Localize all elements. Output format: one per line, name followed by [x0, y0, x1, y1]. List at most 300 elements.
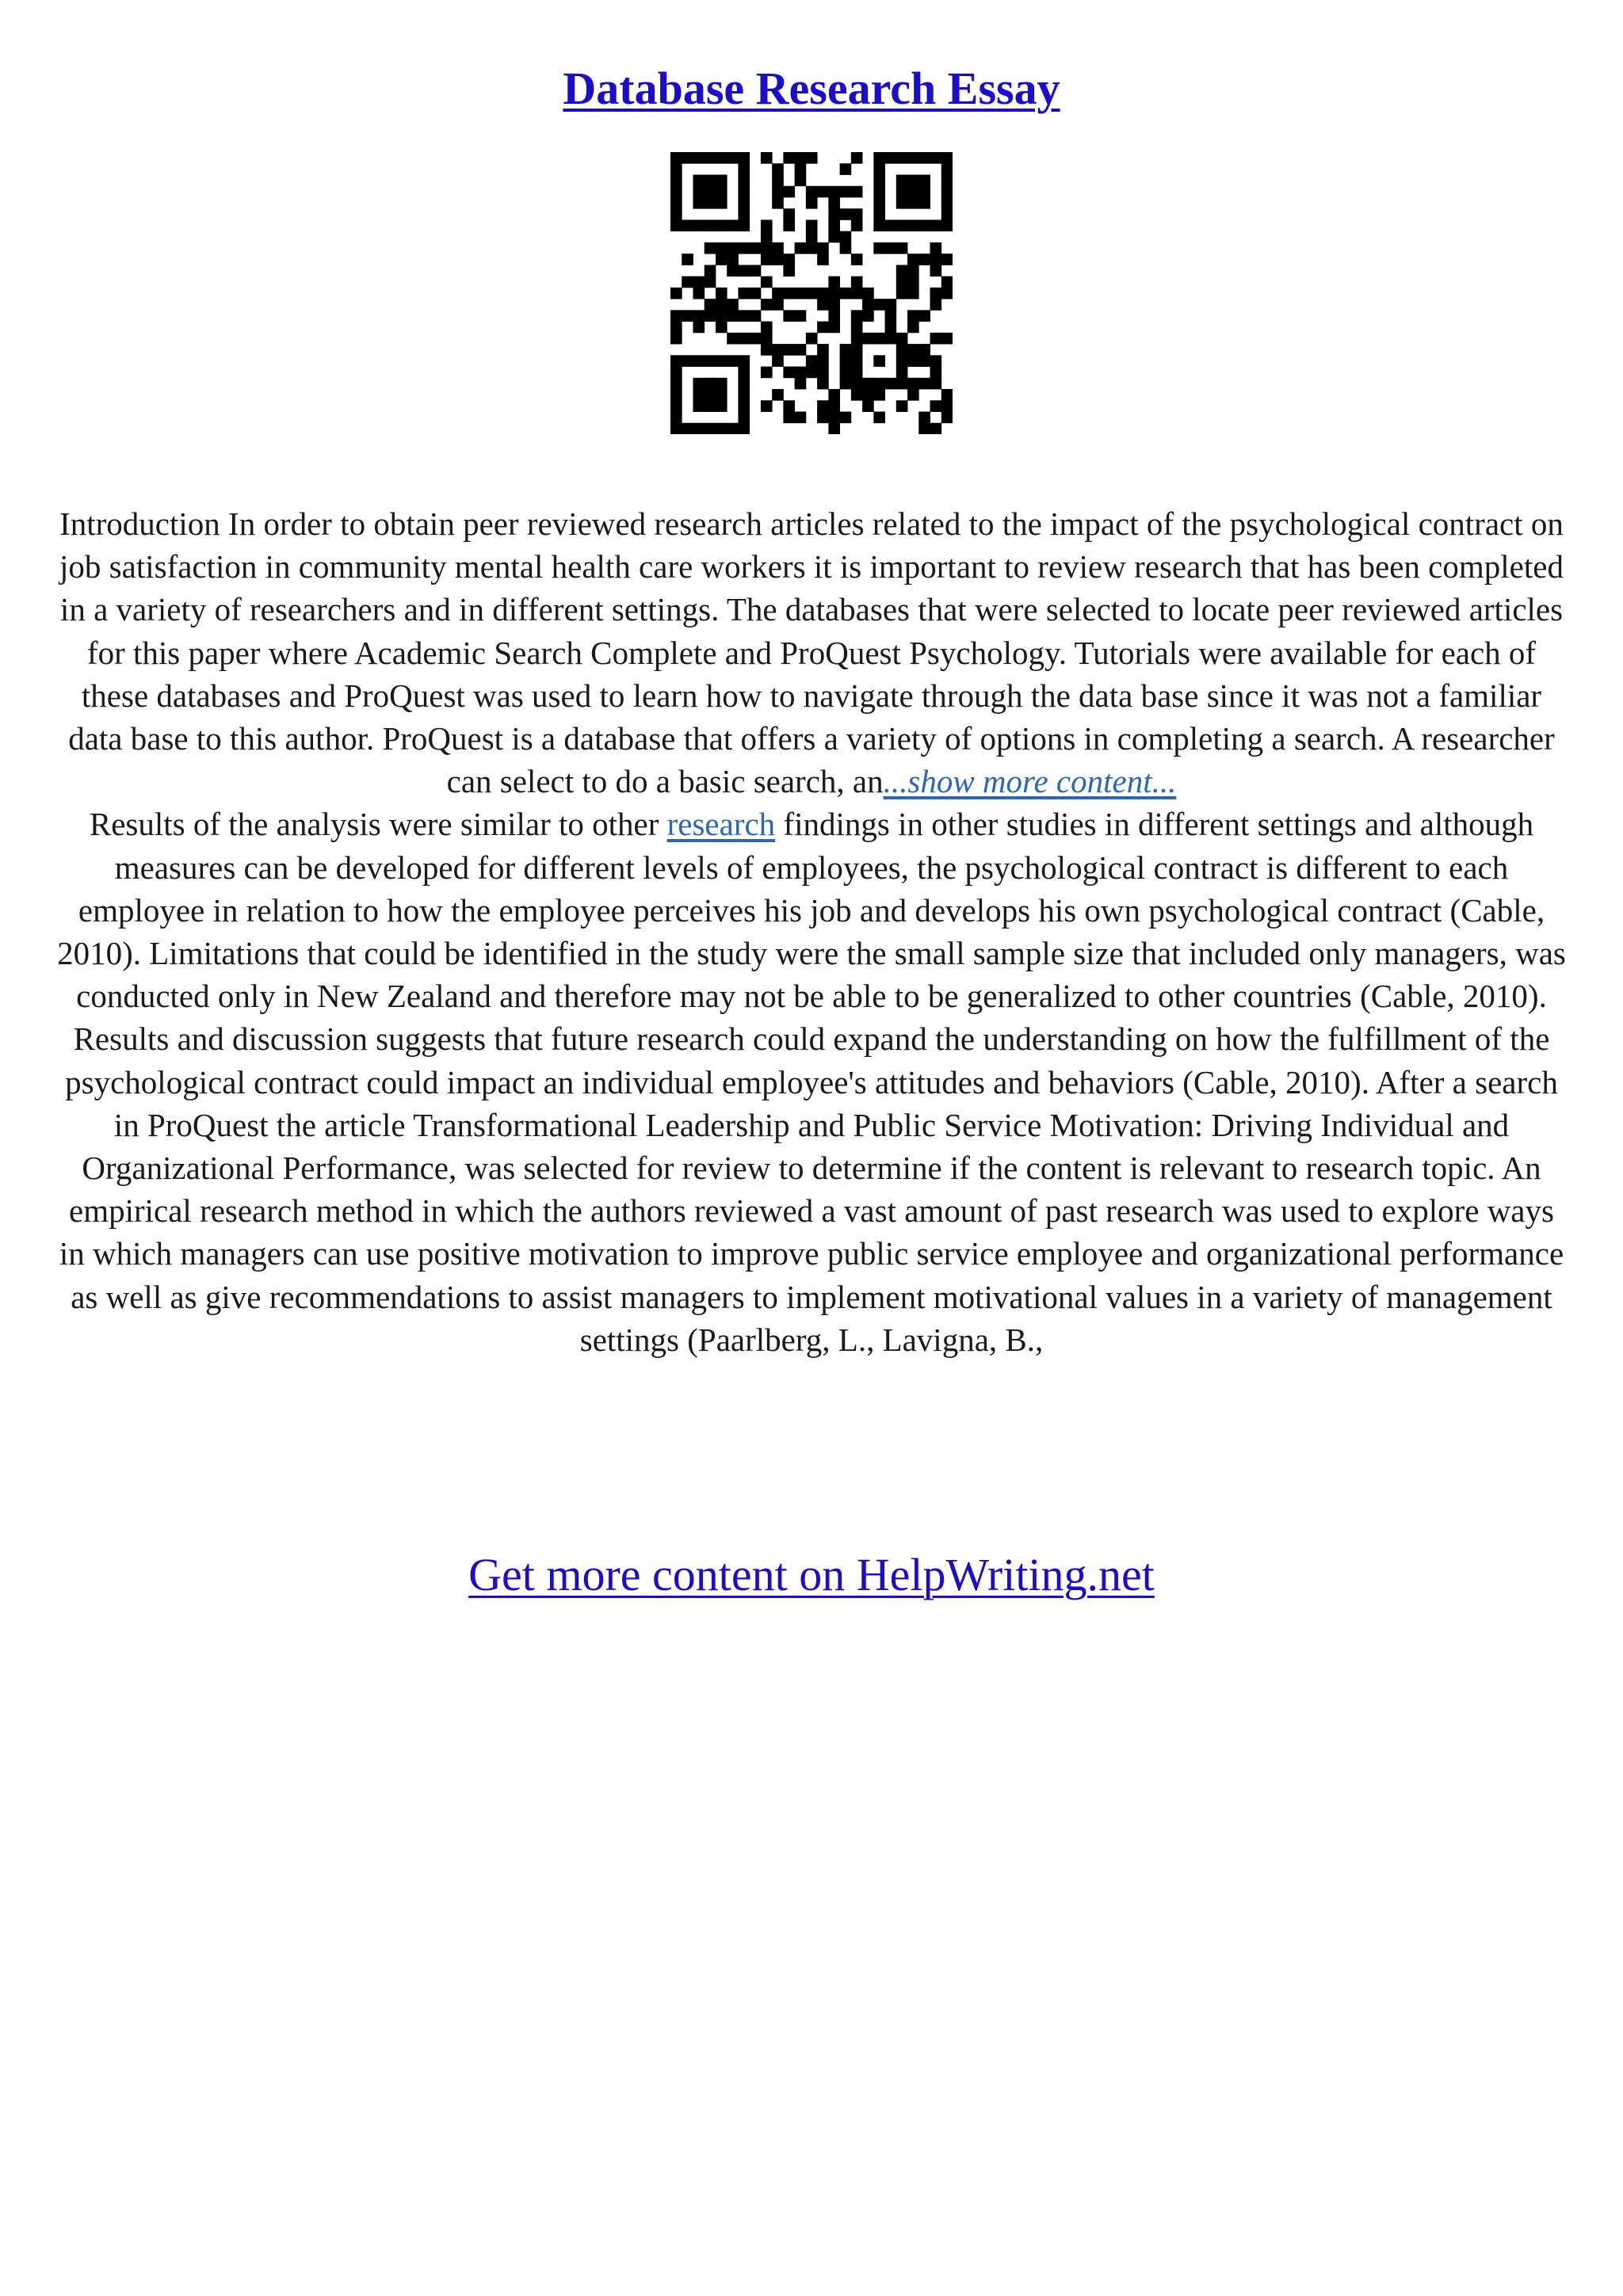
- qr-module: [873, 163, 885, 175]
- qr-module: [885, 219, 897, 231]
- qr-module: [918, 197, 930, 209]
- qr-module: [795, 242, 807, 254]
- qr-module: [783, 265, 795, 277]
- qr-module: [907, 310, 919, 322]
- qr-module: [907, 355, 919, 367]
- qr-module: [716, 219, 727, 231]
- qr-module: [738, 174, 750, 186]
- qr-module: [896, 378, 908, 390]
- qr-module: [761, 219, 773, 231]
- essay-text-results: Results of the analysis were similar to other: [89, 806, 659, 843]
- qr-module: [693, 378, 705, 390]
- qr-module: [772, 344, 784, 356]
- qr-module: [783, 219, 795, 231]
- qr-module: [727, 333, 739, 345]
- qr-module: [750, 333, 762, 345]
- qr-module: [705, 186, 716, 198]
- qr-module: [817, 242, 829, 254]
- qr-module: [930, 355, 942, 367]
- qr-module: [772, 355, 784, 367]
- qr-module: [693, 389, 705, 401]
- qr-module: [896, 344, 908, 356]
- qr-module: [828, 231, 840, 243]
- qr-module: [907, 378, 919, 390]
- qr-module: [851, 378, 863, 390]
- qr-module: [693, 355, 705, 367]
- qr-module: [828, 219, 840, 231]
- qr-module: [873, 412, 885, 424]
- qr-module: [930, 219, 942, 231]
- qr-module: [941, 412, 953, 424]
- qr-module: [693, 322, 705, 334]
- qr-module: [682, 310, 693, 322]
- qr-module: [873, 174, 885, 186]
- qr-module: [941, 163, 953, 175]
- qr-module: [693, 400, 705, 412]
- qr-module: [693, 174, 705, 186]
- qr-module: [930, 333, 942, 345]
- qr-module: [705, 277, 716, 288]
- qr-module: [738, 400, 750, 412]
- qr-module: [851, 355, 863, 367]
- qr-module: [862, 288, 874, 299]
- qr-module: [862, 389, 874, 401]
- qr-module: [828, 310, 840, 322]
- qr-module: [941, 152, 953, 164]
- qr-module: [918, 174, 930, 186]
- qr-module: [716, 254, 727, 265]
- qr-module: [738, 197, 750, 209]
- qr-module: [907, 288, 919, 299]
- qr-module: [817, 322, 829, 334]
- essay-text-intro: Introduction In order to obtain peer reviewed research articles related to the impact of the psychological contract on job satisfaction in community mental health care workers it is important to review research that has been completed in a variety of researchers and in different settings. The databases that were selected to locate peer reviewed articles for this paper where Academic Search Complete and ProQuest Psychology. Tutorials were available for each of these databases and ProQuest was used to learn how to navigate through the data base since it was not a familiar data base to this author. ProQuest is a database that offers a variety of options in completing a search. A researcher can select to do a basic search, an: [59, 505, 1564, 800]
- qr-module: [761, 400, 773, 412]
- qr-module: [761, 242, 773, 254]
- research-link[interactable]: research: [666, 806, 776, 843]
- qr-module: [716, 378, 727, 390]
- document-title-link[interactable]: Database Research Essay: [563, 63, 1060, 114]
- qr-module: [727, 355, 739, 367]
- qr-module: [705, 174, 716, 186]
- qr-module: [682, 152, 693, 164]
- qr-module: [670, 219, 682, 231]
- qr-module: [727, 299, 739, 311]
- qr-module: [862, 333, 874, 345]
- qr-module: [840, 186, 852, 198]
- qr-module: [806, 367, 818, 379]
- qr-module: [817, 412, 829, 424]
- qr-module: [738, 355, 750, 367]
- qr-module: [705, 197, 716, 209]
- qr-module: [682, 277, 693, 288]
- qr-module: [840, 231, 852, 243]
- qr-module: [907, 219, 919, 231]
- qr-module: [716, 152, 727, 164]
- qr-module: [750, 288, 762, 299]
- qr-module: [783, 400, 795, 412]
- qr-module: [772, 242, 784, 254]
- qr-module: [693, 186, 705, 198]
- qr-module: [693, 423, 705, 434]
- qr-module: [738, 163, 750, 175]
- qr-module: [716, 322, 727, 334]
- qr-module: [693, 152, 705, 164]
- qr-module: [738, 186, 750, 198]
- qr-module: [840, 344, 852, 356]
- qr-module: [750, 242, 762, 254]
- qr-module: [873, 208, 885, 220]
- qr-module: [851, 288, 863, 299]
- qr-module: [716, 423, 727, 434]
- qr-module: [783, 208, 795, 220]
- qr-module: [716, 299, 727, 311]
- qr-module: [896, 288, 908, 299]
- qr-module: [738, 288, 750, 299]
- qr-module: [716, 197, 727, 209]
- qr-module: [783, 344, 795, 356]
- qr-module: [873, 378, 885, 390]
- qr-module: [907, 152, 919, 164]
- qr-module: [705, 242, 716, 254]
- qr-module: [693, 277, 705, 288]
- qr-module: [772, 197, 784, 209]
- qr-module: [828, 389, 840, 401]
- qr-module: [705, 152, 716, 164]
- qr-module: [896, 174, 908, 186]
- qr-module: [738, 389, 750, 401]
- qr-module: [930, 254, 942, 265]
- qr-module: [761, 333, 773, 345]
- qr-module: [930, 152, 942, 164]
- qr-module: [705, 400, 716, 412]
- qr-module: [918, 219, 930, 231]
- qr-module: [761, 367, 773, 379]
- qr-module: [873, 242, 885, 254]
- qr-module: [873, 152, 885, 164]
- qr-module: [738, 242, 750, 254]
- qr-module: [885, 310, 897, 322]
- qr-module: [705, 310, 716, 322]
- qr-module: [896, 277, 908, 288]
- qr-module: [907, 174, 919, 186]
- qr-module: [941, 254, 953, 265]
- essay-body: [57, 502, 1566, 1361]
- qr-module: [873, 333, 885, 345]
- qr-module: [941, 219, 953, 231]
- qr-module: [795, 344, 807, 356]
- qr-module: [727, 310, 739, 322]
- qr-module: [817, 186, 829, 198]
- qr-module: [783, 310, 795, 322]
- qr-module: [738, 208, 750, 220]
- qr-module: [907, 322, 919, 334]
- qr-module: [828, 208, 840, 220]
- qr-module: [761, 152, 773, 164]
- qr-module: [873, 355, 885, 367]
- essay-text-rest: findings in other studies in different settings and although measures can be developed for different levels of employees, the psychological contract is different to each employee in relation to how the employee perceives his job and develops his own psychological contract (Cable, 2010). Limitations that could be identified in the study were the small sample size that included only managers, was conducted only in New Zealand and therefore may not be able to be generalized to other countries (Cable, 2010). Results and discussion suggests that future research could expand the understanding on how the fulfillment of the psychological contract could impact an individual employee's attitudes and behaviors (Cable, 2010). After a search in ProQuest the article Transformational Leadership and Public Service Motivation: Driving Individual and Organizational Performance, was selected for review to determine if the content is relevant to research topic. An empirical research method in which the authors reviewed a vast amount of past research was used to explore ways in which managers can use positive motivation to improve public service employee and organizational performance as well as give recommendations to assist managers to implement motivational values in a variety of management settings (Paarlberg, L., Lavigna, B.,: [57, 806, 1566, 1358]
- qr-module: [761, 254, 773, 265]
- qr-module: [862, 400, 874, 412]
- qr-module: [896, 219, 908, 231]
- qr-module: [918, 355, 930, 367]
- qr-module: [693, 288, 705, 299]
- qr-module: [806, 355, 818, 367]
- qr-module: [885, 299, 897, 311]
- qr-module: [896, 265, 908, 277]
- qr-module: [738, 367, 750, 379]
- qr-module: [918, 310, 930, 322]
- qr-module: [840, 378, 852, 390]
- qr-module: [918, 186, 930, 198]
- qr-module: [806, 219, 818, 231]
- qr-module: [918, 152, 930, 164]
- qr-module: [828, 412, 840, 424]
- qr-module: [851, 389, 863, 401]
- qr-module: [761, 277, 773, 288]
- qr-module: [828, 400, 840, 412]
- qr-module: [907, 344, 919, 356]
- qr-module: [896, 367, 908, 379]
- qr-module: [941, 197, 953, 209]
- qr-module: [930, 423, 942, 434]
- qr-module: [896, 355, 908, 367]
- qr-module: [941, 174, 953, 186]
- qr-module: [750, 310, 762, 322]
- qr-module: [918, 412, 930, 424]
- qr-module: [670, 400, 682, 412]
- qr-module: [750, 265, 762, 277]
- qr-module: [885, 378, 897, 390]
- qr-module: [783, 186, 795, 198]
- qr-module: [772, 299, 784, 311]
- qr-module: [896, 152, 908, 164]
- qr-module: [738, 152, 750, 164]
- qr-module: [851, 186, 863, 198]
- qr-module: [761, 299, 773, 311]
- qr-module: [828, 197, 840, 209]
- qr-module: [817, 288, 829, 299]
- qr-module: [727, 423, 739, 434]
- qr-module: [806, 197, 818, 209]
- qr-module: [840, 288, 852, 299]
- qr-module: [738, 310, 750, 322]
- qr-module: [896, 400, 908, 412]
- qr-module: [918, 423, 930, 434]
- qr-module: [851, 333, 863, 345]
- qr-code-icon: [670, 152, 953, 434]
- helpwriting-link[interactable]: Get more content on HelpWriting.net: [468, 1549, 1155, 1600]
- qr-module: [738, 412, 750, 424]
- qr-module: [828, 322, 840, 334]
- qr-module: [795, 288, 807, 299]
- qr-module: [806, 242, 818, 254]
- qr-module: [806, 333, 818, 345]
- qr-module: [941, 288, 953, 299]
- qr-module: [817, 344, 829, 356]
- qr-module: [761, 344, 773, 356]
- qr-module: [941, 389, 953, 401]
- qr-module: [716, 186, 727, 198]
- qr-module: [930, 265, 942, 277]
- qr-module: [716, 174, 727, 186]
- qr-module: [873, 219, 885, 231]
- qr-module: [806, 152, 818, 164]
- qr-module: [851, 219, 863, 231]
- qr-module: [817, 367, 829, 379]
- qr-module: [806, 231, 818, 243]
- qr-module: [930, 378, 942, 390]
- qr-module: [705, 299, 716, 311]
- qr-module: [806, 186, 818, 198]
- qr-module: [873, 389, 885, 401]
- qr-module: [840, 163, 852, 175]
- qr-module: [795, 163, 807, 175]
- qr-module: [885, 322, 897, 334]
- qr-module: [817, 378, 829, 390]
- qr-module: [941, 333, 953, 345]
- qr-module: [783, 412, 795, 424]
- qr-module: [772, 163, 784, 175]
- qr-module: [873, 186, 885, 198]
- qr-module: [705, 355, 716, 367]
- qr-module: [907, 197, 919, 209]
- qr-module: [806, 288, 818, 299]
- qr-module: [851, 152, 863, 164]
- qr-module: [828, 299, 840, 311]
- qr-module: [907, 254, 919, 265]
- qr-module: [738, 333, 750, 345]
- qr-module: [693, 310, 705, 322]
- qr-module: [817, 400, 829, 412]
- qr-module: [772, 186, 784, 198]
- qr-module: [670, 322, 682, 334]
- qr-module: [828, 288, 840, 299]
- qr-module: [693, 197, 705, 209]
- qr-module: [851, 367, 863, 379]
- qr-module: [670, 197, 682, 209]
- qr-module: [670, 423, 682, 434]
- qr-module: [670, 288, 682, 299]
- qr-module: [738, 423, 750, 434]
- qr-module: [907, 265, 919, 277]
- qr-module: [795, 174, 807, 186]
- qr-module: [885, 152, 897, 164]
- qr-module: [716, 355, 727, 367]
- qr-module: [727, 219, 739, 231]
- qr-module: [873, 197, 885, 209]
- qr-module: [817, 254, 829, 265]
- qr-module: [930, 242, 942, 254]
- qr-module: [896, 197, 908, 209]
- qr-module: [670, 367, 682, 379]
- qr-module: [896, 242, 908, 254]
- qr-module: [885, 333, 897, 345]
- qr-module: [670, 389, 682, 401]
- qr-module: [851, 322, 863, 334]
- qr-module: [716, 400, 727, 412]
- qr-module: [851, 254, 863, 265]
- qr-module: [795, 367, 807, 379]
- qr-module: [941, 186, 953, 198]
- qr-module: [795, 310, 807, 322]
- qr-module: [772, 389, 784, 401]
- qr-module: [716, 242, 727, 254]
- qr-module: [783, 254, 795, 265]
- qr-module: [873, 299, 885, 311]
- qr-module: [716, 389, 727, 401]
- qr-module: [840, 208, 852, 220]
- qr-module: [907, 389, 919, 401]
- qr-module: [670, 310, 682, 322]
- qr-module: [670, 174, 682, 186]
- qr-module: [670, 355, 682, 367]
- qr-module: [670, 333, 682, 345]
- qr-module: [795, 412, 807, 424]
- qr-module: [896, 333, 908, 345]
- show-more-link[interactable]: ...show more content...: [883, 763, 1177, 800]
- qr-module: [682, 254, 693, 265]
- qr-module: [918, 344, 930, 356]
- qr-module: [738, 265, 750, 277]
- qr-module: [783, 288, 795, 299]
- qr-module: [705, 219, 716, 231]
- qr-module: [840, 367, 852, 379]
- qr-module: [918, 378, 930, 390]
- qr-module: [817, 355, 829, 367]
- qr-module: [670, 208, 682, 220]
- qr-module: [885, 242, 897, 254]
- qr-module: [783, 152, 795, 164]
- qr-module: [738, 378, 750, 390]
- qr-module: [896, 186, 908, 198]
- qr-module: [727, 242, 739, 254]
- qr-module: [941, 208, 953, 220]
- qr-module: [907, 277, 919, 288]
- qr-module: [670, 163, 682, 175]
- qr-module: [828, 277, 840, 288]
- qr-module: [930, 367, 942, 379]
- qr-module: [828, 423, 840, 434]
- qr-module: [738, 219, 750, 231]
- qr-module: [941, 400, 953, 412]
- qr-module: [705, 265, 716, 277]
- qr-module: [840, 355, 852, 367]
- qr-module: [772, 254, 784, 265]
- qr-module: [705, 389, 716, 401]
- qr-module: [716, 310, 727, 322]
- qr-module: [862, 378, 874, 390]
- qr-module: [840, 242, 852, 254]
- qr-module: [862, 299, 874, 311]
- qr-module: [851, 310, 863, 322]
- qr-module: [761, 231, 773, 243]
- qr-module: [851, 277, 863, 288]
- qr-module: [727, 254, 739, 265]
- qr-module: [840, 412, 852, 424]
- qr-module: [727, 265, 739, 277]
- qr-module: [670, 378, 682, 390]
- qr-module: [705, 378, 716, 390]
- qr-module: [828, 186, 840, 198]
- qr-module: [907, 186, 919, 198]
- qr-module: [705, 423, 716, 434]
- qr-module: [772, 288, 784, 299]
- qr-module: [783, 367, 795, 379]
- qr-module: [817, 299, 829, 311]
- qr-module: [716, 288, 727, 299]
- qr-module: [930, 400, 942, 412]
- qr-module: [862, 310, 874, 322]
